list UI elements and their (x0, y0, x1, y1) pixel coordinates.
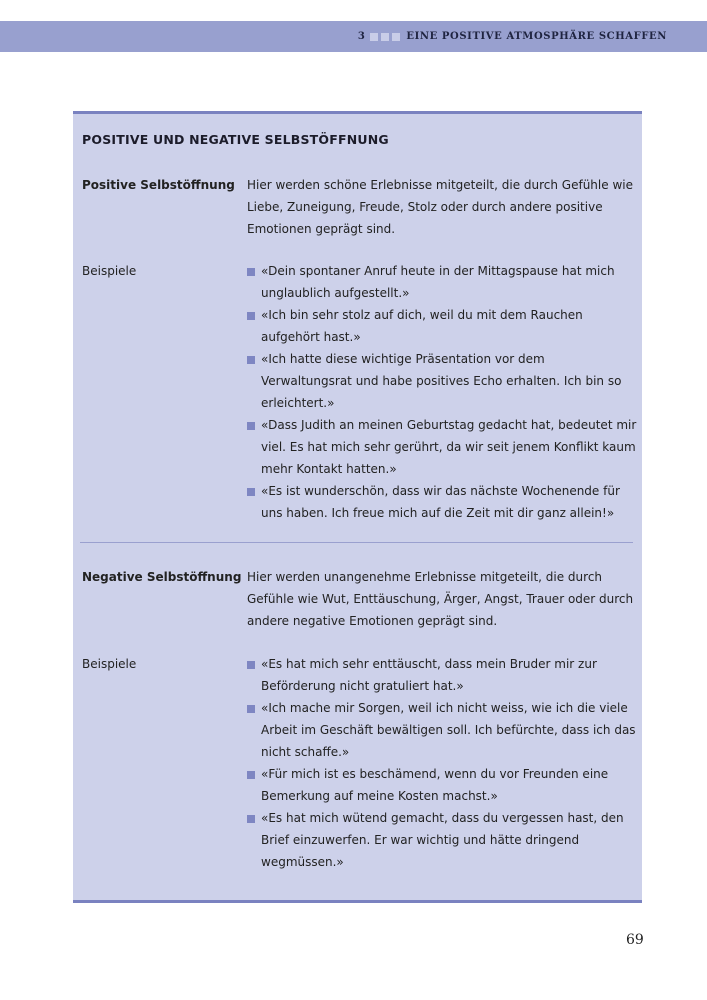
positive-label: Positive Selbstöffnung (82, 178, 235, 192)
examples-label: Beispiele (82, 264, 137, 278)
section-divider (80, 542, 633, 543)
list-item (247, 260, 637, 304)
positive-description: Hier werden schöne Erlebnisse mitgeteilt, die durch Gefühle wie Liebe, Zuneigung, Freude, Stolz oder durch andere positive Emotionen geprägt sind. (247, 178, 633, 236)
running-header-text (358, 31, 667, 42)
example-text: «Es ist wunderschön, dass wir das nächste Wochenende für uns haben. Ich freue mich auf die Zeit mit dir ganz allein!» (261, 484, 620, 520)
square-icon (392, 33, 400, 41)
list-item (247, 653, 637, 697)
example-text: «Dass Judith an meinen Geburtstag gedacht hat, bedeutet mir viel. Es hat mich sehr gerührt, da wir seit jenem Konflikt kaum mehr Kontakt hatten.» (261, 418, 637, 476)
chapter-title: EINE POSITIVE ATMOSPHÄRE SCHAFFEN (406, 31, 667, 42)
square-icon (381, 33, 389, 41)
box-title: POSITIVE UND NEGATIVE SELBSTÖFFNUNG (82, 132, 389, 147)
bullet-square-icon (247, 268, 255, 276)
negative-description: Hier werden unangenehme Erlebnisse mitgeteilt, die durch Gefühle wie Wut, Enttäuschung, Ärger, Angst, Trauer oder durch andere negative Emotionen geprägt sind. (247, 570, 634, 628)
bullet-square-icon (247, 661, 255, 669)
example-text: «Ich mache mir Sorgen, weil ich nicht weiss, wie ich die viele Arbeit im Geschäft bewältigen soll. Ich befürchte, dass ich das nicht schaffe.» (261, 701, 636, 759)
chapter-number: 3 (357, 31, 366, 42)
list-item (247, 480, 637, 524)
bullet-square-icon (247, 488, 255, 496)
list-item (247, 807, 637, 873)
example-text: «Ich hatte diese wichtige Präsentation vor dem Verwaltungsrat und habe positives Echo erhalten. Ich bin so erleichtert.» (261, 352, 622, 410)
positive-examples-list (247, 260, 637, 524)
running-header (0, 21, 707, 52)
bullet-square-icon (247, 422, 255, 430)
square-icon (370, 33, 378, 41)
negative-examples-list (247, 653, 637, 873)
list-item (247, 763, 637, 807)
example-text: «Dein spontaner Anruf heute in der Mittagspause hat mich unglaublich aufgestellt.» (261, 264, 615, 300)
info-box (73, 111, 642, 903)
list-item (247, 697, 637, 763)
negative-label: Negative Selbstöffnung (82, 570, 242, 584)
example-text: «Für mich ist es beschämend, wenn du vor Freunden eine Bemerkung auf meine Kosten machst.» (261, 767, 609, 803)
list-item (247, 414, 637, 480)
list-item (247, 348, 637, 414)
examples-label: Beispiele (82, 657, 137, 671)
example-text: «Es hat mich sehr enttäuscht, dass mein Bruder mir zur Beförderung nicht gratuliert hat.» (261, 657, 597, 693)
example-text: «Ich bin sehr stolz auf dich, weil du mit dem Rauchen aufgehört hast.» (261, 308, 583, 344)
bullet-square-icon (247, 705, 255, 713)
page-number: 69 (626, 932, 644, 948)
example-text: «Es hat mich wütend gemacht, dass du vergessen hast, den Brief einzuwerfen. Er war wichtig und hätte dringend wegmüssen.» (261, 811, 624, 869)
bullet-square-icon (247, 771, 255, 779)
list-item (247, 304, 637, 348)
bullet-square-icon (247, 815, 255, 823)
bullet-square-icon (247, 312, 255, 320)
bullet-square-icon (247, 356, 255, 364)
